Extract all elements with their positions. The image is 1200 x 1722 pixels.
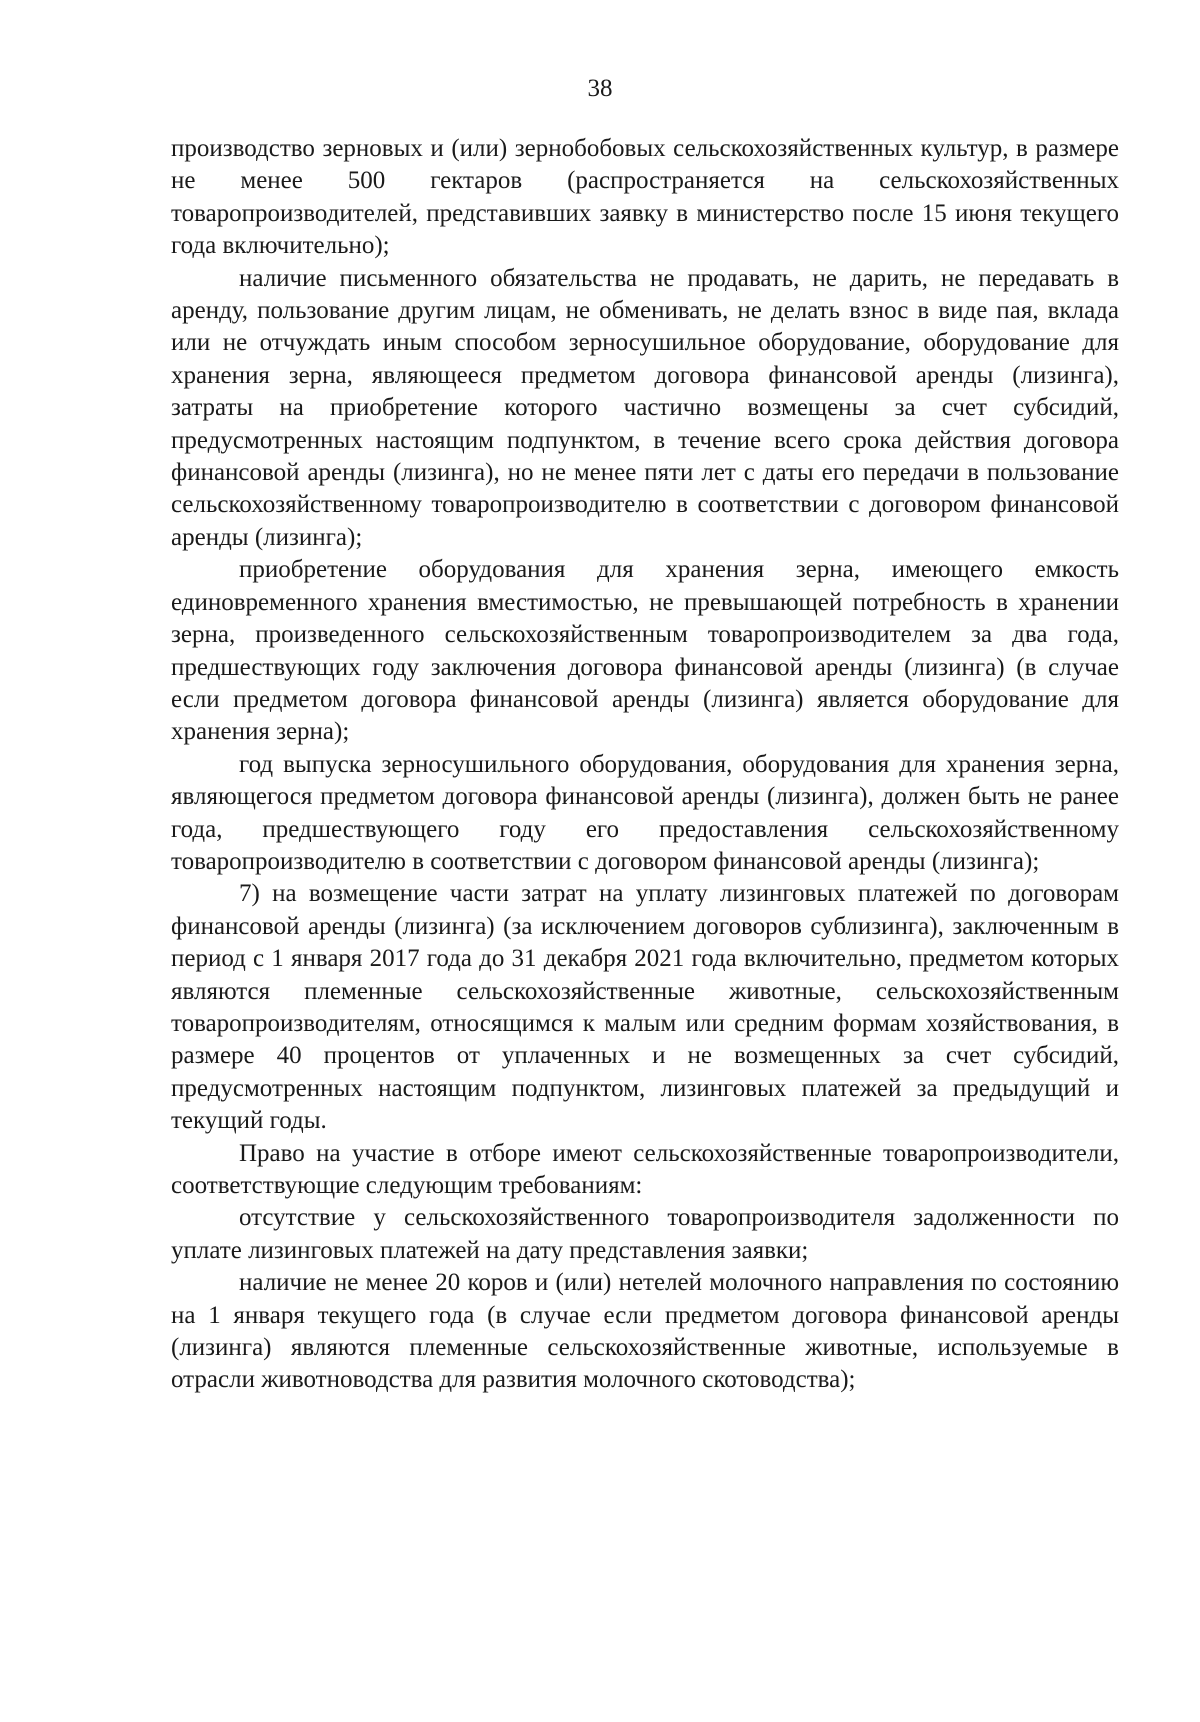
paragraph-item-7: 7) на возмещение части затрат на уплату лизинговых платежей по договорам финансовой аренды (лизинга) (за исключением договоров сублизинга), заключенным в период с 1 января 2017 года до 31 декабря 2021 года включительно, предметом которых являются племенные сельскохозяйственные животные, сельскохозяйственным товаропроизводителям, относящимся к малым или средним формам хозяйствования, в размере 40 процентов от уплаченных и не возмещенных за счет субсидий, предусмотренных настоящим подпунктом, лизинговых платежей за предыдущий и текущий годы.: [171, 880, 1119, 1135]
paragraph-no-debt: отсутствие у сельскохозяйственного товаропроизводителя задолженности по уплате лизинговых платежей на дату представления заявки;: [171, 1204, 1119, 1264]
paragraph-cows-count: наличие не менее 20 коров и (или) нетелей молочного направления по состоянию на 1 января текущего года (в случае если предметом договора финансовой аренды (лизинга) являются племенные сельскохозяйственные животные, используемые в отрасли животноводства для развития молочного скотоводства);: [171, 1269, 1119, 1394]
paragraph-written-obligation: наличие письменного обязательства не продавать, не дарить, не передавать в аренду, пользование другим лицам, не обменивать, не делать взнос в виде пая, вклада или не отчуждать иным способом зерносушильное оборудование, оборудование для хранения зерна, являющееся предметом договора финансовой аренды (лизинга), затраты на приобретение которого частично возмещены за счет субсидий, предусмотренных настоящим подпунктом, в течение всего срока действия договора финансовой аренды (лизинга), но не менее пяти лет с даты его передачи в пользование сельскохозяйственному товаропроизводителю в соответствии с договором финансовой аренды (лизинга);: [171, 264, 1119, 551]
document-body: [171, 133, 1119, 1397]
paragraph-year-of-manufacture: год выпуска зерносушильного оборудования, оборудования для хранения зерна, являющегося предметом договора финансовой аренды (лизинга), должен быть не ранее года, предшествующего году его предоставления сельскохозяйственному товаропроизводителю в соответствии с договором финансовой аренды (лизинга);: [171, 750, 1119, 875]
page-number: 38: [587, 75, 613, 102]
paragraph-storage-equipment: приобретение оборудования для хранения зерна, имеющего емкость единовременного хранения вместимостью, не превышающей потребность в хранении зерна, произведенного сельскохозяйственным товаропроизводителем за два года, предшествующих году заключения договора финансовой аренды (лизинга) (в случае если предметом договора финансовой аренды (лизинга) является оборудование для хранения зерна);: [171, 556, 1119, 746]
paragraph-grain-crops: производство зерновых и (или) зернобобовых сельскохозяйственных культур, в размере не менее 500 гектаров (распространяется на сельскохозяйственных товаропроизводителей, представивших заявку в министерство после 15 июня текущего года включительно);: [171, 135, 1119, 260]
paragraph-participation-right: Право на участие в отборе имеют сельскохозяйственные товаропроизводители, соответствующие следующим требованиям:: [171, 1139, 1119, 1199]
